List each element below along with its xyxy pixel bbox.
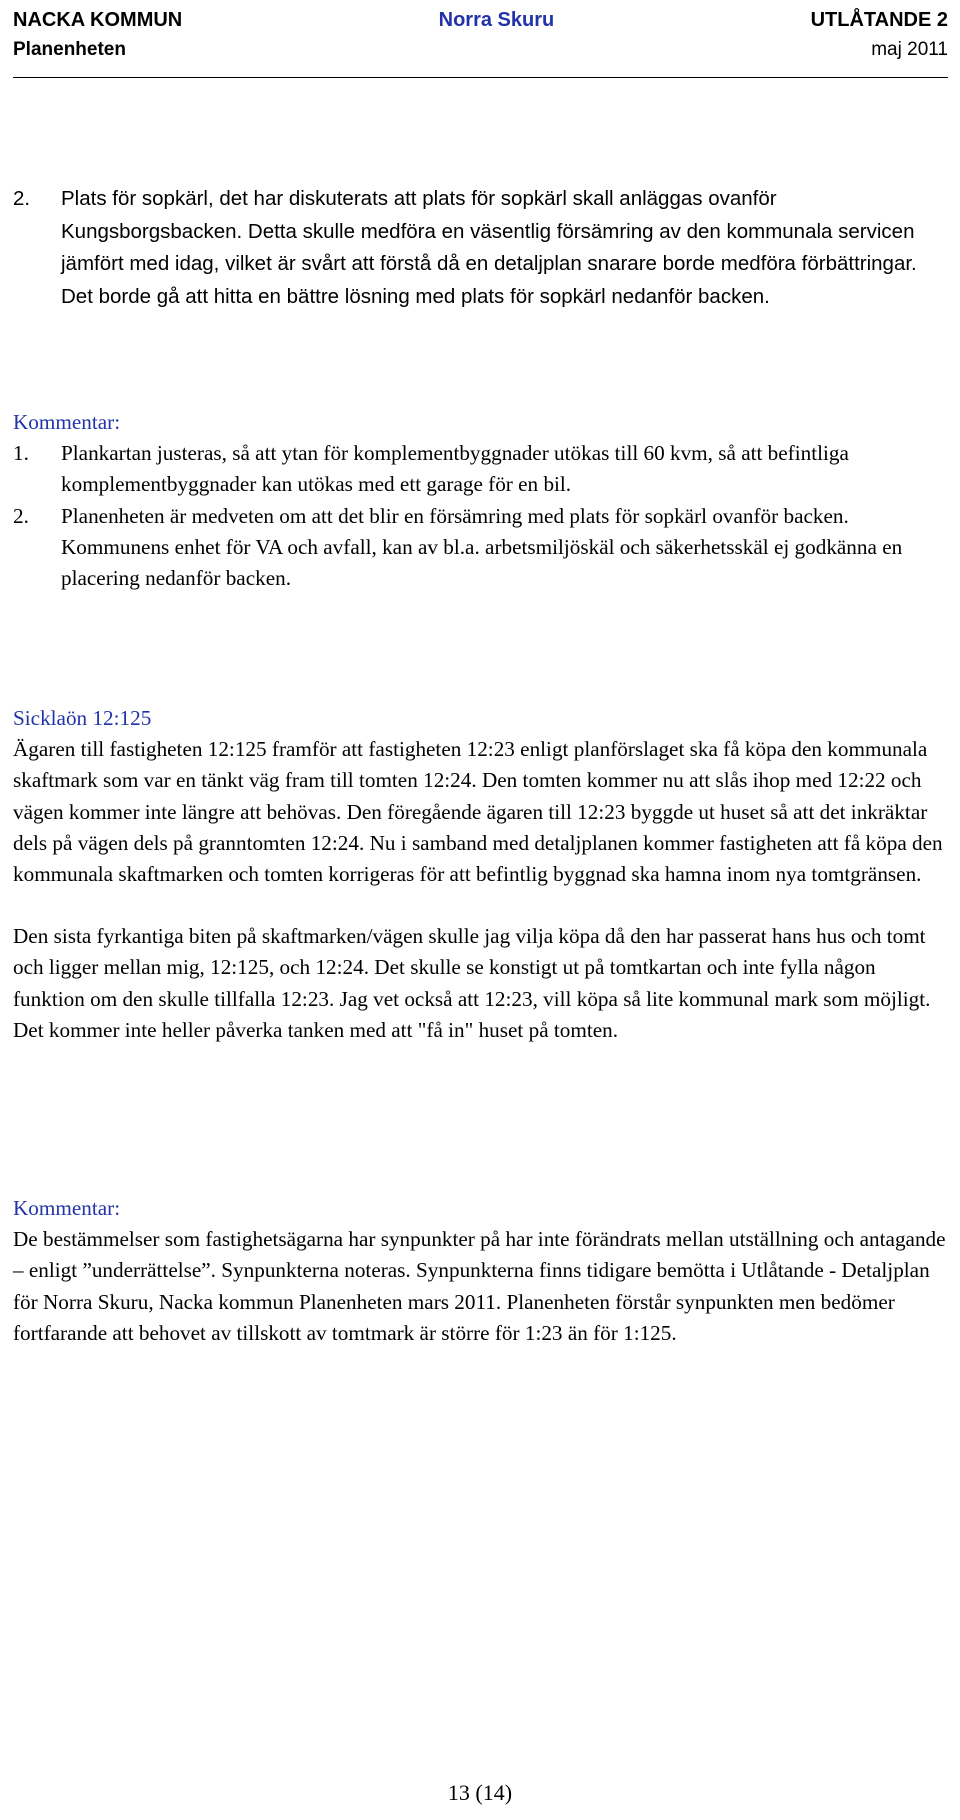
comment-section-1: [13, 407, 948, 594]
comment-item-number: 1.: [13, 441, 29, 466]
sicklaon-section: [13, 703, 948, 1046]
synpunkt-item-2: [13, 183, 948, 313]
comment-section-2: [13, 1193, 948, 1349]
section-heading: Sicklaön 12:125: [13, 706, 152, 730]
comment-item-number: 2.: [13, 503, 29, 528]
paragraph: Ägaren till fastigheten 12:125 framför att fastigheten 12:23 enligt planförslaget ska få köpa den kommunala skaftmark som var en tänkt väg fram till tomten 12:24. Den tomten kommer nu att slås ihop med 12:22 och vägen kommer inte längre att behövas. Den föregående ägaren till 12:23 byggde ut huset så att det inkräktar dels på vägen dels på granntomten 12:24. Nu i samband med detaljplanen kommer fastigheten att få köpa den kommunala skaftmarken och tomten korrigeras för att befintlig byggnad ska hamna inom nya tomtgränsen.: [13, 737, 943, 887]
header-org: NACKA KOMMUN: [13, 9, 183, 31]
header-project: Norra Skuru: [438, 9, 555, 31]
comment-item-text: Planenheten är medveten om att det blir en försämring med plats för sopkärl ovanför backen. Kommunens enhet för VA och avfall, kan av bl.a. arbetsmiljöskäl och säkerhetsskäl ej godkänna en placering nedanför backen.: [61, 503, 903, 591]
item-text: Plats för sopkärl, det har diskuterats att plats för sopkärl skall anläggas ovanför Kungsborgsbacken. Detta skulle medföra en väsentlig försämring av den kommunala servicen jämfört med idag, vilket är svårt att förstå då en detaljplan snarare borde medföra förbättringar. Det borde gå att hitta en bättre lösning med plats för sopkärl nedanför backen.: [61, 187, 917, 308]
comment-item: [13, 501, 948, 595]
comment-heading: Kommentar:: [13, 410, 121, 434]
item-number: 2.: [13, 187, 31, 210]
comment-heading: Kommentar:: [13, 1196, 121, 1220]
header-date: maj 2011: [871, 39, 948, 60]
paragraph: Den sista fyrkantiga biten på skaftmarken/vägen skulle jag vilja köpa då den har passerat hans hus och tomt och ligger mellan mig, 12:125, och 12:24. Det skulle se konstigt ut på tomtkartan och inte fylla någon funktion om den skulle tillfalla 12:23. Jag vet också att 12:23, vill köpa så lite kommunal mark som möjligt. Det kommer inte heller påverka tanken med att "få in" huset på tomten.: [13, 924, 931, 1042]
header-doc-type: UTLÅTANDE 2: [810, 9, 948, 31]
page-header: [13, 5, 948, 78]
paragraph: De bestämmelser som fastighetsägarna har synpunkter på har inte förändrats mellan utställning och antagande – enligt ”underrättelse”. Synpunkterna noteras. Synpunkterna finns tidigare bemötta i Utlåtande - Detaljplan för Norra Skuru, Nacka kommun Planenheten mars 2011. Planenheten förstår synpunkten men bedömer fortfarande att behovet av tillskott av tomtmark är större för 1:23 än för 1:125.: [13, 1227, 946, 1345]
comment-item-text: Plankartan justeras, så att ytan för komplementbyggnader utökas till 60 kvm, så att befintliga komplementbyggnader kan utökas med ett garage för en bil.: [61, 441, 849, 497]
page-number: 13 (14): [447, 1780, 513, 1805]
comment-item: [13, 438, 948, 500]
header-department: Planenheten: [13, 39, 126, 60]
